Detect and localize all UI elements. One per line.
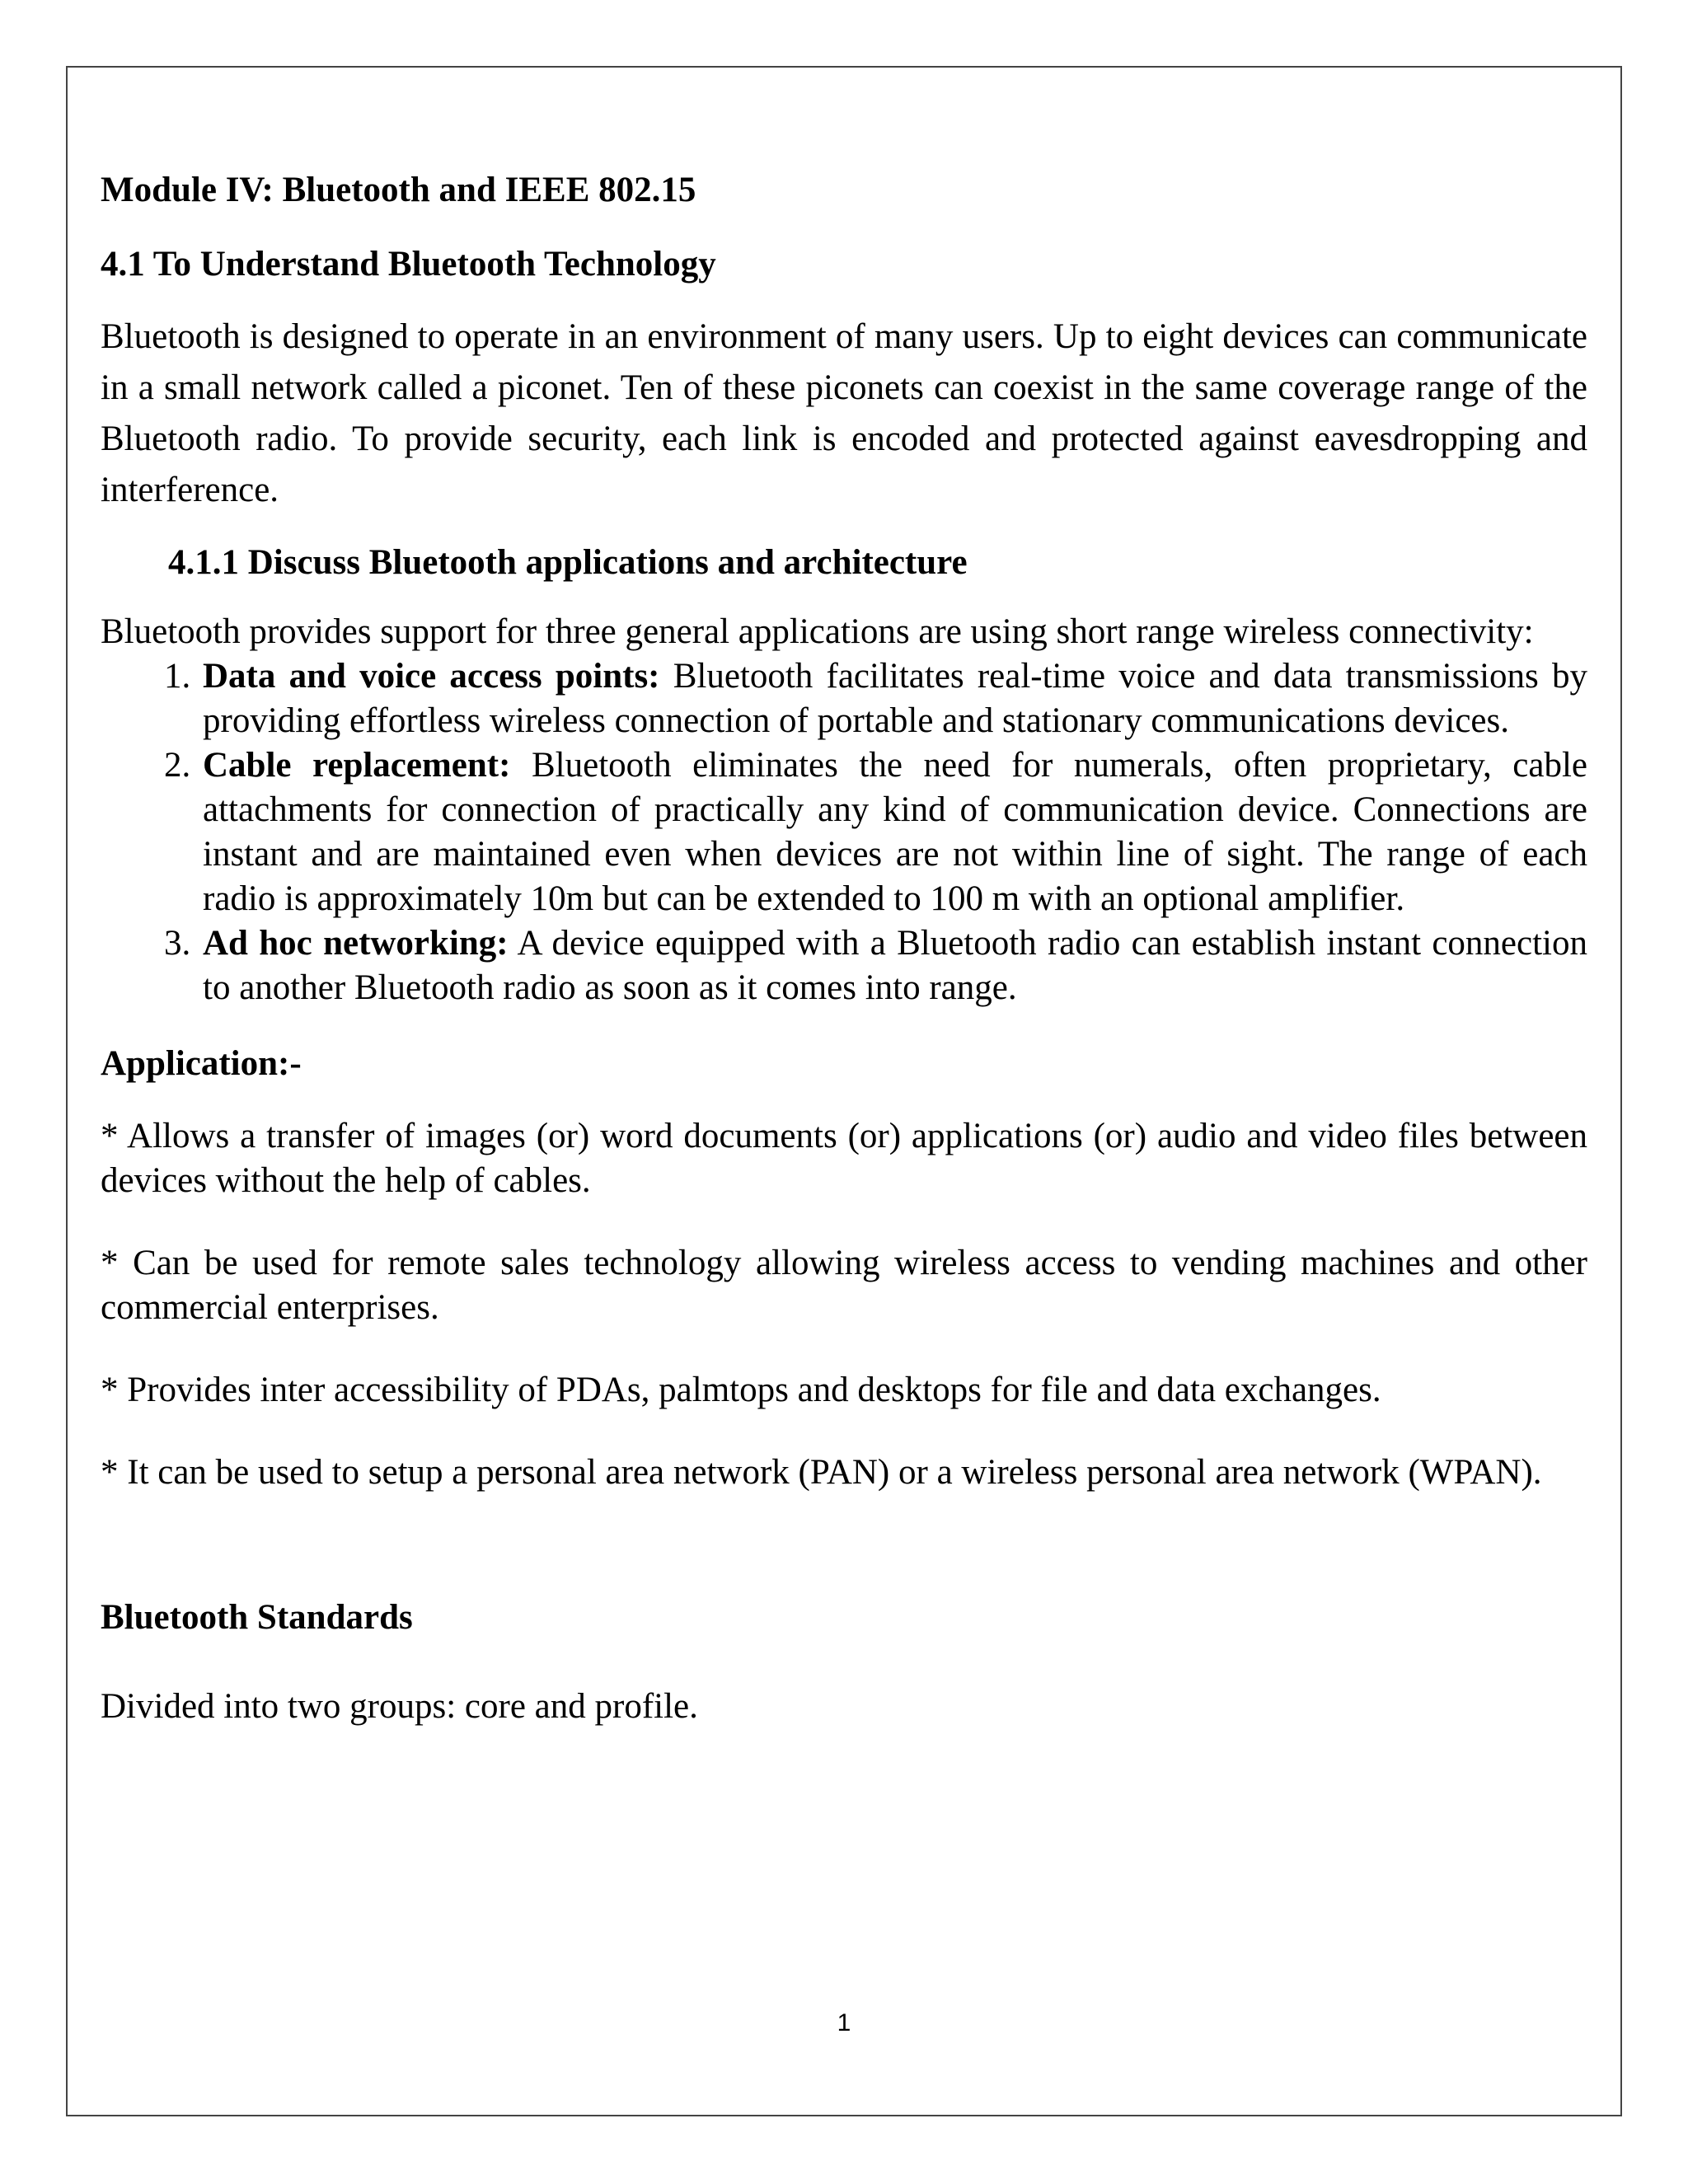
list-item-term: Ad hoc networking: [203, 924, 509, 963]
applications-intro: Bluetooth provides support for three general applications are using short range wireless connectivity: [101, 612, 1534, 651]
application-bullet: * It can be used to setup a personal area network (PAN) or a wireless personal area network (WPAN). [101, 1453, 1542, 1492]
page-number: 1 [837, 2009, 851, 2036]
standards-text: Divided into two groups: core and profile. [101, 1687, 698, 1726]
list-item-text: Bluetooth facilitates real-time voice and data transmissions by providing effortless wireless connection of portable and stationary communications devices. [203, 657, 1587, 740]
application-heading: Application:- [101, 1044, 302, 1083]
list-item [199, 921, 1587, 1010]
list-item-term: Cable replacement: [203, 746, 511, 785]
module-title: Module IV: Bluetooth and IEEE 802.15 [101, 171, 696, 209]
list-item-text: Bluetooth eliminates the need for numerals, often proprietary, cable attachments for connection of practically any kind of communication device. Connections are instant and are maintained even when devices are not within line of sight. The range of each radio is approximately 10m but can be extended to 100 m with an optional amplifier. [203, 746, 1587, 918]
standards-heading: Bluetooth Standards [101, 1598, 413, 1637]
list-item [199, 743, 1587, 921]
application-bullet: * Allows a transfer of images (or) word documents (or) applications (or) audio and video files between devices without the help of cables. [101, 1117, 1587, 1200]
list-item-term: Data and voice access points: [203, 657, 660, 696]
document-body [101, 165, 1587, 1732]
subsection-title: 4.1.1 Discuss Bluetooth applications and architecture [168, 543, 968, 582]
list-item [199, 654, 1587, 743]
application-bullet: * Can be used for remote sales technology allowing wireless access to vending machines and other commercial enterprises. [101, 1244, 1587, 1327]
section-title: 4.1 To Understand Bluetooth Technology [101, 245, 716, 284]
list-item-text: A device equipped with a Bluetooth radio can establish instant connection to another Bluetooth radio as soon as it comes into range. [203, 924, 1587, 1007]
intro-paragraph: Bluetooth is designed to operate in an environment of many users. Up to eight devices can communicate in a small network called a piconet. Ten of these piconets can coexist in the same coverage range of the Bluetooth radio. To provide security, each link is encoded and protected against eavesdropping and interference. [101, 317, 1587, 509]
application-bullet: * Provides inter accessibility of PDAs, palmtops and desktops for file and data exchanges. [101, 1371, 1381, 1409]
applications-list [101, 654, 1587, 1010]
